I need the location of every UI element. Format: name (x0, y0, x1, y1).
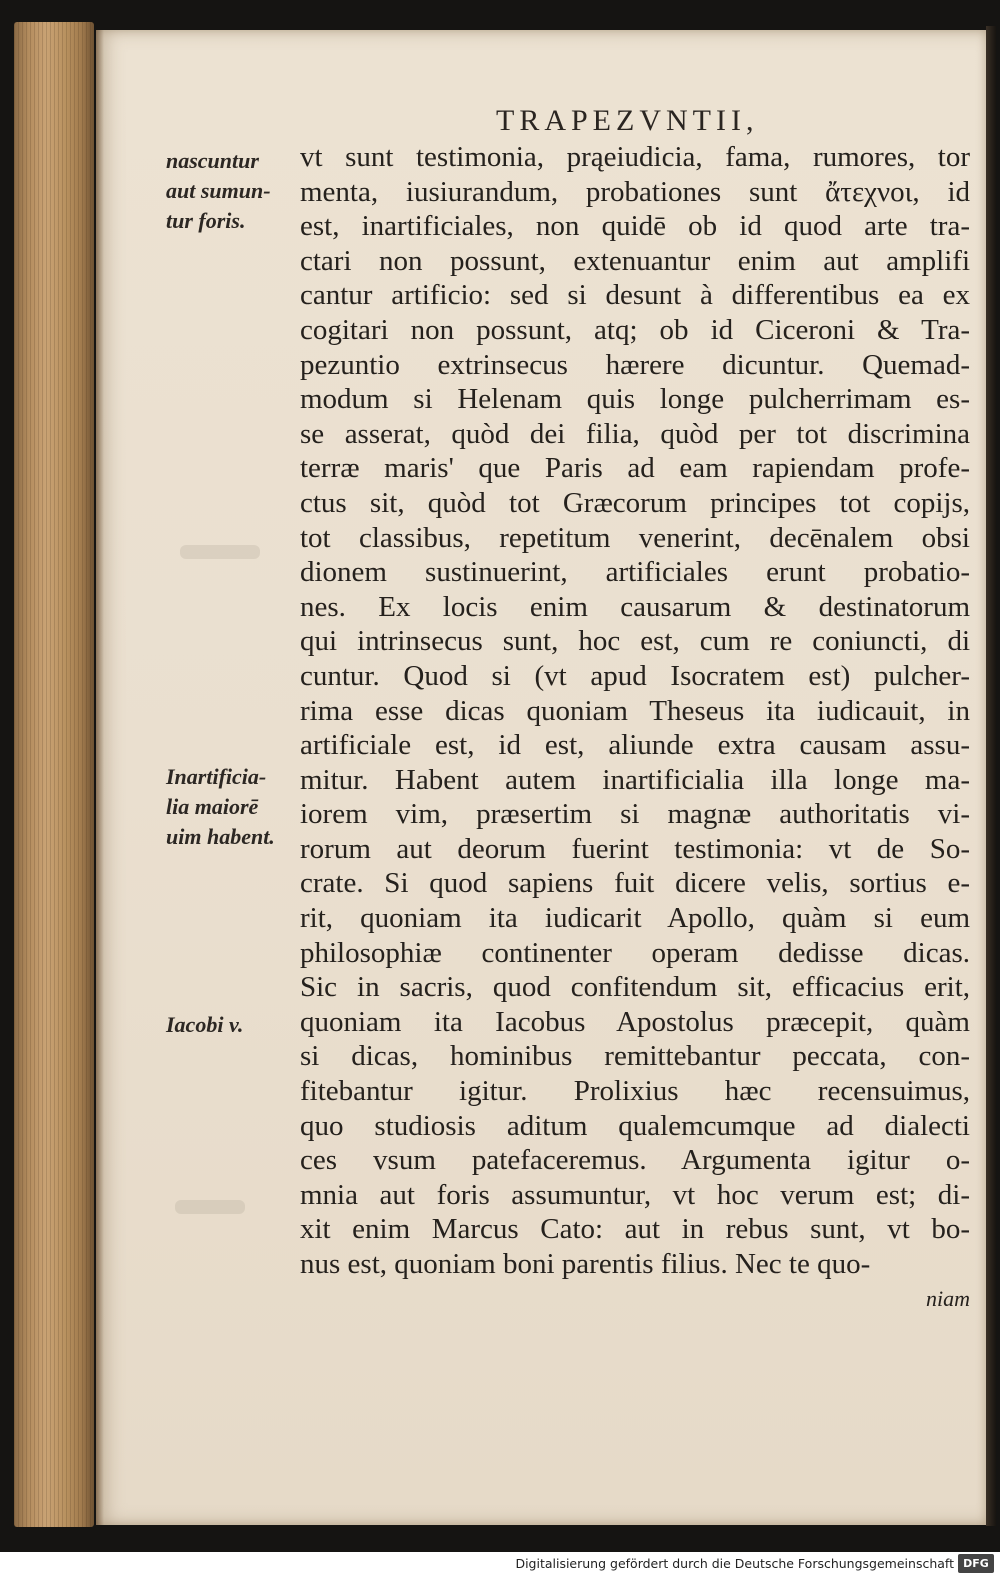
text-line: dionem sustinuerint, artificiales erunt probatio- (300, 556, 970, 589)
text-line: ces vsum patefaceremus. Argumenta igitur o- (300, 1144, 970, 1177)
running-head: TRAPEZVNTII, (496, 104, 759, 137)
book-fore-edge (14, 22, 94, 1527)
text-line: ctari non possunt, extenuantur enim aut amplifi (300, 244, 970, 277)
show-through-blot (175, 1200, 245, 1214)
text-line: tot classibus, repetitum venerint, decēnalem obsi (300, 521, 970, 554)
text-line: artificiale est, id est, aliunde extra causam assu- (300, 729, 970, 762)
marginal-note-2 (166, 762, 306, 852)
text-line: cuntur. Quod si (vt apud Isocratem est) pulcher- (300, 659, 970, 692)
page-right-edge (986, 26, 996, 1526)
body-text (300, 140, 970, 1316)
dfg-logo: DFG (958, 1554, 994, 1573)
text-line: vt sunt testimonia, prąeiudicia, fama, rumores, tor (300, 141, 970, 173)
text-line: si dicas, hominibus remittebantur peccata, con- (300, 1040, 970, 1073)
text-line: se asserat, quòd dei filia, quòd per tot discrimina (300, 417, 970, 450)
text-line: rima esse dicas quoniam Theseus ita iudicauit, in (300, 694, 970, 727)
text-line: cogitari non possunt, atq; ob id Ciceroni & Tra- (300, 313, 970, 346)
text-line: cantur artificio: sed si desunt à differentibus ea ex (300, 279, 970, 312)
text-line: quoniam ita Iacobus Apostolus præcepit, quàm (300, 1005, 970, 1038)
text-line: pezuntio extrinsecus hærere dicuntur. Quemad- (300, 348, 970, 381)
marginal-line: Inartificia- (166, 764, 267, 789)
text-line: modum si Helenam quis longe pulcherrimam es- (300, 383, 970, 416)
marginal-note-1 (166, 146, 306, 236)
text-line: ctus sit, quòd tot Græcorum principes tot copijs, (300, 486, 970, 519)
marginal-line: nascuntur (166, 148, 259, 173)
marginal-line: lia maiorē (166, 794, 259, 819)
marginal-line: tur foris. (166, 208, 246, 233)
footer-bar (0, 1552, 1000, 1577)
show-through-blot (180, 545, 260, 559)
marginal-line: Iacobi v. (166, 1012, 244, 1037)
text-line: quo studiosis aditum qualemcumque ad dialecti (300, 1109, 970, 1142)
text-line: xit enim Marcus Cato: aut in rebus sunt, vt bo- (300, 1213, 970, 1246)
text-line: terræ maris' que Paris ad eam rapiendam profe- (300, 452, 970, 485)
text-line: Sic in sacris, quod confitendum sit, efficacius erit, (300, 971, 970, 1004)
text-line: mnia aut foris assumuntur, vt hoc verum est; di- (300, 1178, 970, 1211)
catchword: niam (926, 1285, 970, 1311)
funding-credit: Digitalisierung gefördert durch die Deutsche Forschungsgemeinschaft (515, 1556, 954, 1571)
text-line: est, inartificiales, non quidē ob id quod arte tra- (300, 210, 970, 243)
text-line: rorum aut deorum fuerint testimonia: vt de So- (300, 832, 970, 865)
text-line: mitur. Habent autem inartificialia illa longe ma- (300, 763, 970, 796)
text-line: nes. Ex locis enim causarum & destinatorum (300, 590, 970, 623)
text-line: rit, quoniam ita iudicarit Apollo, quàm si eum (300, 902, 970, 935)
marginal-line: aut sumun- (166, 178, 271, 203)
text-line: nus est, quoniam boni parentis filius. Nec te quo- (300, 1248, 871, 1280)
marginal-note-3 (166, 1010, 306, 1040)
marginal-line: uim habent. (166, 824, 275, 849)
text-line: menta, iusiurandum, probationes sunt ἄτεχνοι, id (300, 175, 970, 208)
text-line: qui intrinsecus sunt, hoc est, cum re coniuncti, di (300, 625, 970, 658)
text-line: fitebantur igitur. Prolixius hæc recensuimus, (300, 1075, 970, 1108)
text-line: crate. Si quod sapiens fuit dicere velis, sortius e- (300, 867, 970, 900)
text-line: iorem vim, præsertim si magnæ authoritatis vi- (300, 798, 970, 831)
page-gutter-shadow (96, 30, 104, 1525)
text-line: philosophiæ continenter operam dedisse dicas. (300, 936, 970, 969)
